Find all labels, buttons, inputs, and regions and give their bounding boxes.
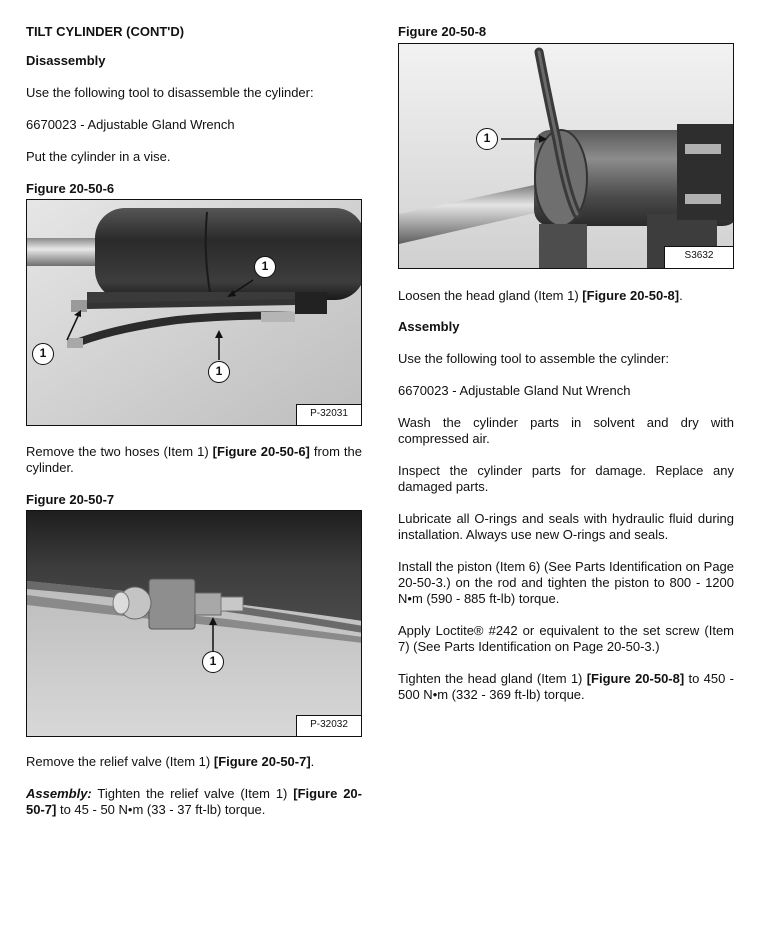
callout-item-1: 1 — [208, 361, 230, 383]
loctite-step: Apply Loctite® #242 or equivalent to the set screw (Item 7) (See Parts Identification on Page 20-50-3.) — [398, 623, 734, 654]
assembly-label: Assembly: — [26, 786, 92, 801]
lubricate-step: Lubricate all O-rings and seals with hydraulic fluid during installation. Always use new O-rings and seals. — [398, 511, 734, 542]
callout-item-1: 1 — [254, 256, 276, 278]
callout-item-1: 1 — [202, 651, 224, 673]
disassembly-heading: Disassembly — [26, 53, 106, 68]
assembly-heading: Assembly — [398, 319, 460, 334]
assembly-intro: Use the following tool to assemble the cylinder: — [398, 351, 669, 366]
relief-valve-illustration — [27, 511, 362, 737]
figure-code-label: S3632 — [664, 246, 733, 268]
disassembly-intro: Use the following tool to disassemble the cylinder: — [26, 85, 314, 100]
disassembly-tool: 6670023 - Adjustable Gland Wrench — [26, 117, 235, 132]
figure-20-50-6-photo — [26, 199, 362, 426]
vise-step: Put the cylinder in a vise. — [26, 149, 171, 164]
figure-reference: [Figure 20-50-7] — [213, 754, 311, 769]
assembly-tool: 6670023 - Adjustable Gland Nut Wrench — [398, 383, 631, 398]
figure-20-50-7-title: Figure 20-50-7 — [26, 492, 115, 507]
section-title: TILT CYLINDER (CONT'D) — [26, 24, 185, 39]
figure-reference: [Figure 20-50-8] — [582, 288, 680, 303]
callout-item-1: 1 — [32, 343, 54, 365]
wash-step: Wash the cylinder parts in solvent and dry with compressed air. — [398, 415, 734, 446]
figure-reference: [Figure 20-50-8] — [586, 671, 685, 686]
figure-reference: [Figure 20-50-6] — [212, 444, 310, 459]
tighten-gland-step: Tighten the head gland (Item 1) [Figure 20-50-8] to 450 - 500 N•m (332 - 369 ft-lb) torque. — [398, 671, 734, 702]
figure-20-50-6-title: Figure 20-50-6 — [26, 181, 115, 196]
remove-valve-text: Remove the relief valve (Item 1) [Figure 20-50-7]. — [26, 754, 315, 769]
figure-reference: [Figure 20-50-7] — [26, 786, 362, 817]
callout-item-1: 1 — [476, 128, 498, 150]
assembly-torque-text: Assembly: Tighten the relief valve (Item 1) [Figure 20-50-7] to 45 - 50 N•m (33 - 37 ft-lb) torque. — [26, 786, 362, 817]
install-piston-step: Install the piston (Item 6) (See Parts Identification on Page 20-50-3.) on the rod and tighten the piston to 800 - 1200 N•m (590 - 885 ft-lb) torque. — [398, 559, 735, 606]
figure-20-50-8-photo — [398, 43, 734, 269]
figure-code-label: P-32031 — [296, 404, 361, 425]
loosen-gland-text: Loosen the head gland (Item 1) [Figure 20-50-8]. — [398, 288, 683, 303]
figure-code-label: P-32032 — [296, 715, 361, 736]
remove-hoses-text: Remove the two hoses (Item 1) [Figure 20-50-6] from the cylinder. — [26, 444, 362, 475]
head-gland-wrench-illustration — [399, 44, 734, 269]
figure-20-50-8-title: Figure 20-50-8 — [398, 24, 487, 39]
inspect-step: Inspect the cylinder parts for damage. Replace any damaged parts. — [398, 463, 734, 494]
figure-20-50-7-photo — [26, 510, 362, 737]
hose-cylinder-illustration — [27, 200, 362, 426]
